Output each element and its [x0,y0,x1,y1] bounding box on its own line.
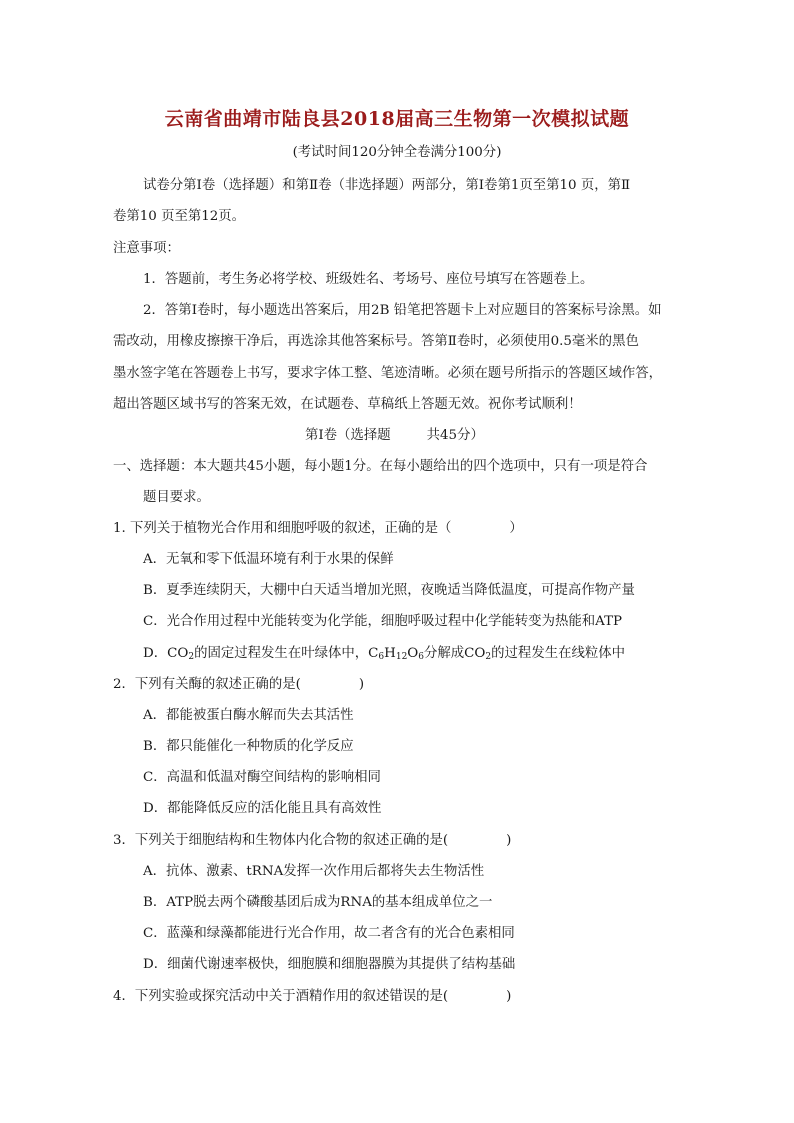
question-2-option-d: D．都能降低反应的活化能且具有高效性 [143,801,382,816]
notice-item-1: 1．答题前，考生务必将学校、班级姓名、考场号、座位号填写在答题卷上。 [143,272,594,287]
question-2-option-a: A．都能被蛋白酶水解而失去其活性 [143,708,354,723]
q1d-sub-1: 2 [188,652,195,662]
page-title: 云南省曲靖市陆良县2018届高三生物第一次模拟试题 [164,108,630,130]
question-3-stem [113,831,511,851]
notice-item-2-line-4: 超出答题区域书写的答案无效，在试题卷、草稿纸上答题无效。祝你考试顺利！ [113,397,582,412]
question-4-paren-close: ) [506,989,512,1004]
section-title [305,426,484,446]
question-3-paren-close: ) [506,833,512,848]
section-instruction-line-2: 题目要求。 [143,490,210,505]
question-3-option-b: B．ATP脱去两个磷酸基团后成为RNA的基本组成单位之一 [143,895,493,910]
question-2-paren-close: ) [358,677,365,692]
question-3-option-c: C．蓝藻和绿藻都能进行光合作用，故二者含有的光合色素相同 [143,926,515,941]
question-4-stem [113,987,511,1007]
q1d-part-3: H [384,646,396,661]
section-title-left: 第Ⅰ卷（选择题 [305,428,391,443]
question-1-option-a: A．无氧和零下低温环境有利于水果的保鲜 [143,552,394,567]
question-3-option-d: D．细菌代谢速率极快，细胞膜和细胞器膜为其提供了结构基础 [143,957,516,972]
q1d-part-2: 的固定过程发生在叶绿体中，C [194,646,379,661]
exam-info: (考试时间120分钟全卷满分100分) [292,145,502,160]
intro-line-2: 卷第10 页至第12页。 [113,209,246,224]
q1d-sub-5: 2 [485,652,492,662]
question-1-option-c: C．光合作用过程中光能转变为化学能，细胞呼吸过程中化学能转变为热能和ATP [143,614,623,629]
question-2-text: 2．下列有关酶的叙述正确的是( [113,677,301,692]
question-1-text: 1. 下列关于植物光合作用和细胞呼吸的叙述，正确的是（ [113,521,452,536]
intro-line-1: 试卷分第Ⅰ卷（选择题）和第Ⅱ卷（非选择题）两部分，第Ⅰ卷第1页至第10 页，第Ⅱ [143,178,631,193]
question-2-option-b: B．都只能催化一种物质的化学反应 [143,739,354,754]
question-1-option-d [143,644,625,664]
q1d-sub-4: 6 [418,652,425,662]
q1d-part-5: 分解成CO [424,646,486,661]
section-instruction-line-1: 一、选择题：本大题共45小题，每小题1分。在每小题给出的四个选项中，只有一项是符合 [113,459,648,474]
question-1-option-b: B．夏季连续阴天，大棚中白天适当增加光照，夜晚适当降低温度，可提高作物产量 [143,583,635,598]
question-1-paren-close: ） [509,521,523,536]
question-2-option-c: C．高温和低温对酶空间结构的影响相同 [143,770,381,785]
q1d-part-1: D．CO [143,646,189,661]
q1d-sub-2: 6 [378,652,385,662]
section-title-right: 共45分） [426,428,484,443]
question-4-text: 4．下列实验或探究活动中关于酒精作用的叙述错误的是( [113,989,449,1004]
question-3-text: 3．下列关于细胞结构和生物体内化合物的叙述正确的是( [113,833,449,848]
q1d-part-6: 的过程发生在线粒体中 [491,646,626,661]
q1d-part-4: O [407,646,419,661]
question-2-stem [113,675,364,695]
notice-heading: 注意事项： [113,241,180,256]
q1d-sub-3: 12 [395,652,408,662]
question-3-option-a: A．抗体、激素、tRNA发挥一次作用后都将失去生物活性 [143,864,485,879]
question-1-stem [113,519,523,539]
notice-item-2-line-3: 墨水签字笔在答题卷上书写，要求字体工整、笔迹清晰。必须在题号所指示的答题区域作答， [113,366,663,381]
notice-item-2-line-2: 需改动，用橡皮擦擦干净后，再选涂其他答案标号。答第Ⅱ卷时，必须使用0.5毫米的黑色 [113,334,639,349]
notice-item-2-line-1: 2．答第Ⅰ卷时，每小题选出答案后，用2B 铅笔把答题卡上对应题目的答案标号涂黑。如 [143,303,662,318]
